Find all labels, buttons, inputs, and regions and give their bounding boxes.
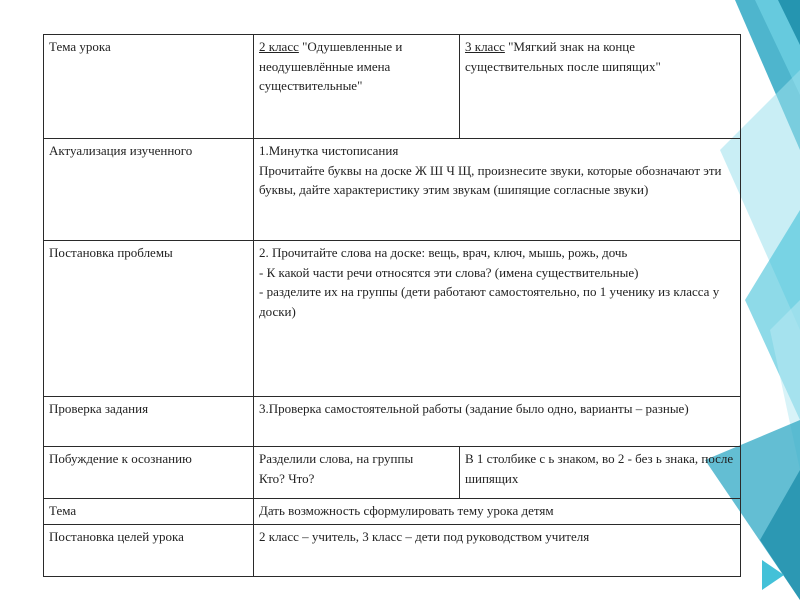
row-content: 2 класс – учитель, 3 класс – дети под руководством учителя (254, 525, 741, 577)
table-row (44, 499, 741, 525)
row-label: Тема (44, 499, 254, 525)
row-label: Актуализация изученного (44, 139, 254, 241)
lesson-plan-table (43, 34, 741, 577)
table-row (44, 525, 741, 577)
row-label: Проверка задания (44, 397, 254, 447)
grade3-label: 3 класс (465, 39, 505, 54)
content-line: Разделили слова, на группы (259, 451, 414, 466)
row-content-left (254, 447, 460, 499)
content-line: 1.Минутка чистописания (259, 143, 399, 158)
content-line: 2. Прочитайте слова на доске: вещь, врач, ключ, мышь, рожь, дочь (259, 245, 628, 260)
table-row (44, 241, 741, 397)
content-line: Прочитайте буквы на доске Ж Ш Ч Щ, произнесите звуки, которые обозначают эти буквы, дайте характеристику этим звукам (шипящие согласные звуки) (259, 162, 722, 197)
row-content: 3.Проверка самостоятельной работы (задание было одно, варианты – разные) (254, 397, 741, 447)
grade2-label: 2 класс (259, 39, 299, 54)
row-label: Постановка проблемы (44, 241, 254, 397)
row-label: Тема урока (44, 35, 254, 139)
content-line: - разделите их на группы (дети работают самостоятельно, по 1 ученику из класса у доски) (259, 284, 720, 319)
row-content (254, 241, 741, 397)
row-content (254, 139, 741, 241)
table-row (44, 139, 741, 241)
row-content: Дать возможность сформулировать тему урока детям (254, 499, 741, 525)
table-row (44, 447, 741, 499)
grade2-topic: "Одушевленные и неодушевлённые имена существительные" (259, 39, 403, 93)
content-line: - К какой части речи относятся эти слова? (имена существительные) (259, 264, 639, 280)
row-label: Постановка целей урока (44, 525, 254, 577)
row-label: Побуждение к осознанию (44, 447, 254, 499)
table-row (44, 35, 741, 139)
content-line: Кто? Что? (259, 470, 315, 486)
grade3-topic: "Мягкий знак на конце существительных после шипящих" (465, 39, 661, 74)
grade3-topic-cell (460, 35, 741, 139)
table-row (44, 397, 741, 447)
grade2-topic-cell (254, 35, 460, 139)
row-content-right: В 1 столбике с ь знаком, во 2 - без ь знака, после шипящих (460, 447, 741, 499)
